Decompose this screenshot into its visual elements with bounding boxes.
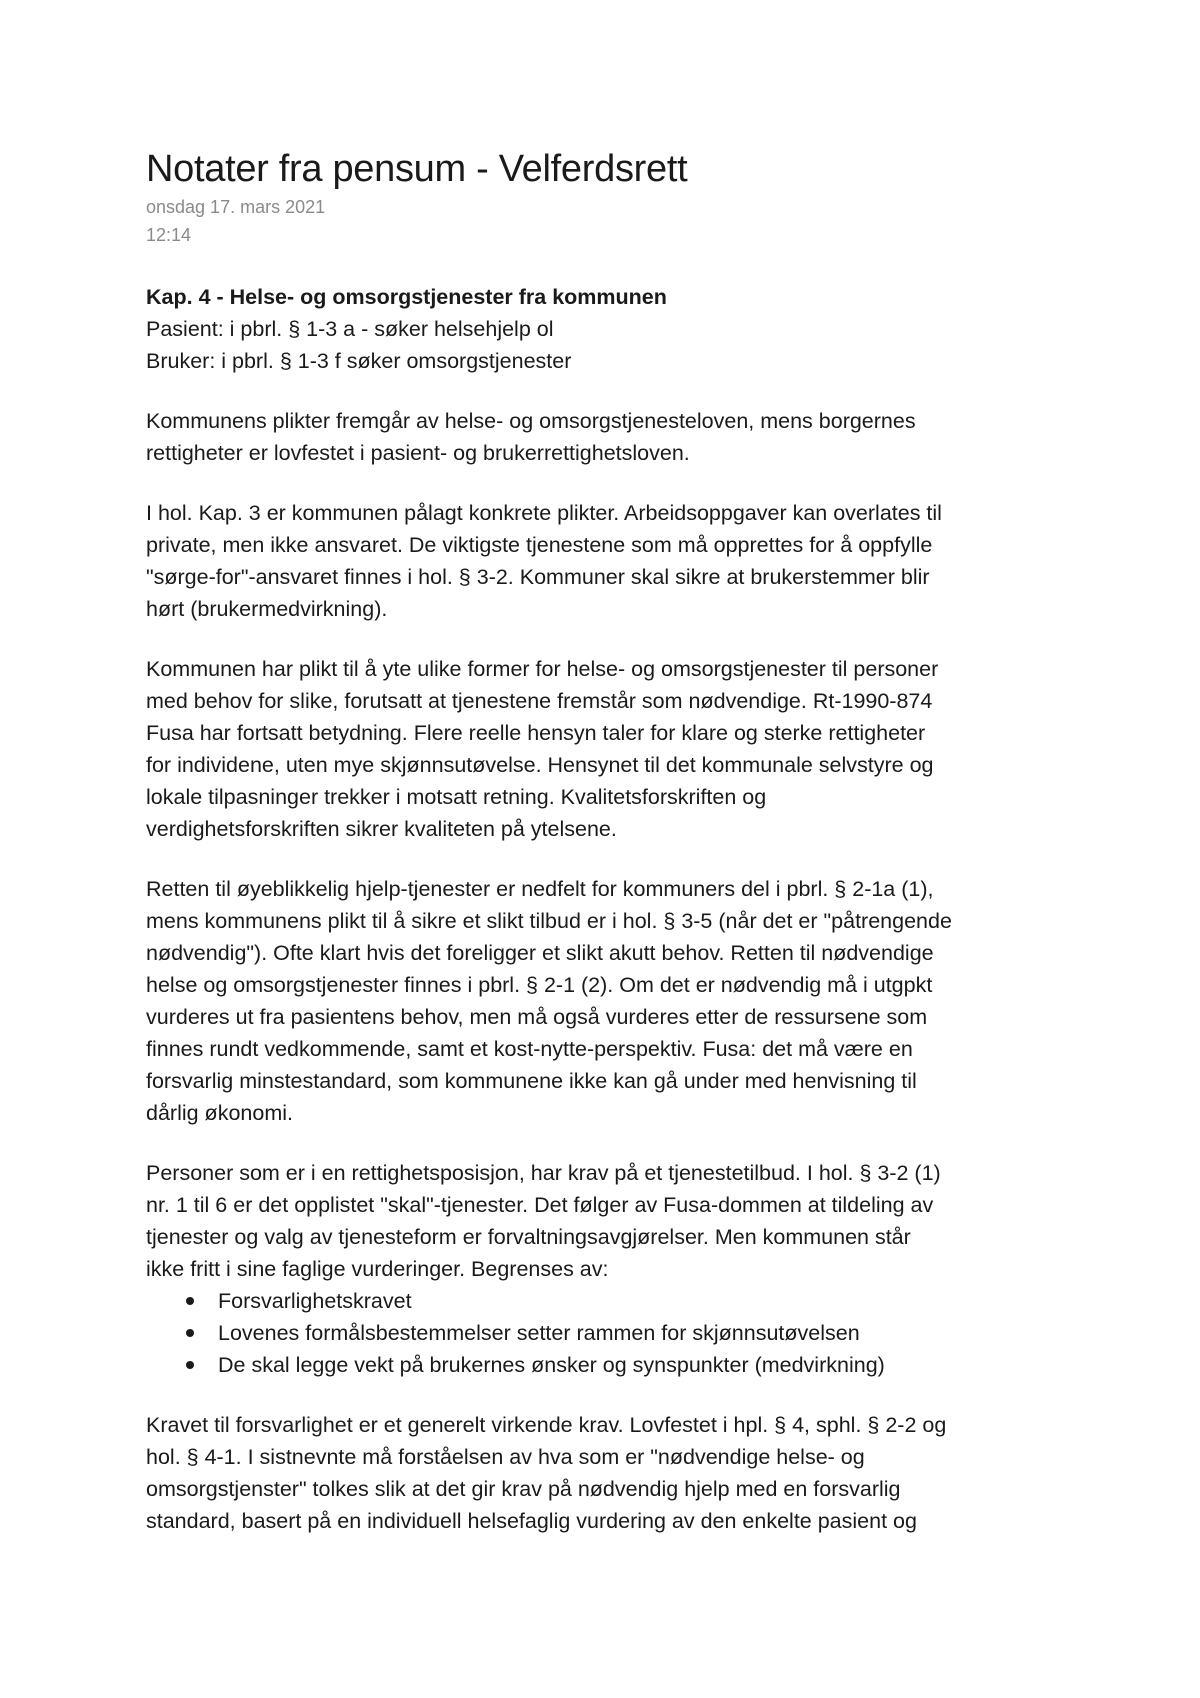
paragraph-line: Retten til øyeblikkelig hjelp-tjenester er nedfelt for kommuners del i pbrl. § 2-1a (1), xyxy=(146,877,934,901)
paragraph-line: nr. 1 til 6 er det opplistet "skal"-tjenester. Det følger av Fusa-dommen at tildeling av xyxy=(146,1193,934,1217)
bullet-icon xyxy=(186,1297,194,1305)
bullet-icon xyxy=(186,1329,194,1337)
paragraph-line: Personer som er i en rettighetsposisjon, har krav på et tjenestetilbud. I hol. § 3-2 (1) xyxy=(146,1161,941,1185)
paragraph-line: lokale tilpasninger trekker i motsatt retning. Kvalitetsforskriften og xyxy=(146,785,767,809)
paragraph-line: verdighetsforskriften sikrer kvaliteten på ytelsene. xyxy=(146,817,617,841)
paragraph-line: I hol. Kap. 3 er kommunen pålagt konkrete plikter. Arbeidsoppgaver kan overlates til xyxy=(146,501,942,525)
paragraph-line: forsvarlig minstestandard, som kommunene ikke kan gå under med henvisning til xyxy=(146,1069,917,1093)
paragraph-line: finnes rundt vedkommende, samt et kost-nytte-perspektiv. Fusa: det må være en xyxy=(146,1037,913,1061)
paragraph-line: omsorgstjenster" tolkes slik at det gir krav på nødvendig hjelp med en forsvarlig xyxy=(146,1477,901,1501)
list-item xyxy=(146,1317,1066,1349)
paragraph-line: Kommunen har plikt til å yte ulike former for helse- og omsorgstjenester til personer xyxy=(146,657,939,681)
note-body xyxy=(146,281,1066,1537)
list-item-text: Lovenes formålsbestemmelser setter rammen for skjønnsutøvelsen xyxy=(218,1321,860,1345)
section-heading: Kap. 4 - Helse- og omsorgstjenester fra kommunen xyxy=(146,285,667,309)
paragraph-line: med behov for slike, forutsatt at tjenestene fremstår som nødvendige. Rt-1990-874 xyxy=(146,689,933,713)
paragraph-5 xyxy=(146,1157,1066,1285)
paragraph-line: mens kommunens plikt til å sikre et slikt tilbud er i hol. § 3-5 (når det er "påtrengende xyxy=(146,909,952,933)
paragraph-line: hørt (brukermedvirkning). xyxy=(146,597,388,621)
paragraph-2 xyxy=(146,497,1066,625)
list-item-text: Forsvarlighetskravet xyxy=(218,1289,412,1313)
paragraph-line: tjenester og valg av tjenesteform er forvaltningsavgjørelser. Men kommunen står xyxy=(146,1225,911,1249)
paragraph-6 xyxy=(146,1409,1066,1537)
paragraph-line: vurderes ut fra pasientens behov, men må også vurderes etter de ressursene som xyxy=(146,1005,928,1029)
paragraph-line: private, men ikke ansvaret. De viktigste tjenestene som må opprettes for å oppfylle xyxy=(146,533,933,557)
bullet-icon xyxy=(186,1361,194,1369)
user-definition: Bruker: i pbrl. § 1-3 f søker omsorgstjenester xyxy=(146,349,572,373)
note-title: Notater fra pensum - Velferdsrett xyxy=(146,148,688,190)
paragraph-line: rettigheter er lovfestet i pasient- og brukerrettighetsloven. xyxy=(146,441,690,465)
patient-definition: Pasient: i pbrl. § 1-3 a - søker helsehjelp ol xyxy=(146,317,554,341)
paragraph-line: Fusa har fortsatt betydning. Flere reelle hensyn taler for klare og sterke rettigheter xyxy=(146,721,926,745)
paragraph-line: nødvendig"). Ofte klart hvis det foreligger et slikt akutt behov. Retten til nødvendige xyxy=(146,941,934,965)
heading-block xyxy=(146,281,1066,377)
paragraph-line: dårlig økonomi. xyxy=(146,1101,293,1125)
note-time: 12:14 xyxy=(146,225,192,245)
paragraph-line: "sørge-for"-ansvaret finnes i hol. § 3-2. Kommuner skal sikre at brukerstemmer blir xyxy=(146,565,930,589)
paragraph-3 xyxy=(146,653,1066,845)
paragraph-line: Kravet til forsvarlighet er et generelt virkende krav. Lovfestet i hpl. § 4, sphl. § 2-2 og xyxy=(146,1413,947,1437)
paragraph-line: helse og omsorgstjenester finnes i pbrl. § 2-1 (2). Om det er nødvendig må i utgpkt xyxy=(146,973,933,997)
paragraph-1 xyxy=(146,405,1066,469)
paragraph-line: hol. § 4-1. I sistnevnte må forståelsen av hva som er "nødvendige helse- og xyxy=(146,1445,865,1469)
list-item xyxy=(146,1285,1066,1317)
paragraph-line: Kommunens plikter fremgår av helse- og omsorgstjenesteloven, mens borgernes xyxy=(146,409,916,433)
note-page xyxy=(146,145,1066,1565)
note-date: onsdag 17. mars 2021 xyxy=(146,197,326,217)
paragraph-line: ikke fritt i sine faglige vurderinger. Begrenses av: xyxy=(146,1257,609,1281)
paragraph-line: for individene, uten mye skjønnsutøvelse. Hensynet til det kommunale selvstyre og xyxy=(146,753,934,777)
paragraph-line: standard, basert på en individuell helsefaglig vurdering av den enkelte pasient og xyxy=(146,1509,917,1533)
list-item xyxy=(146,1349,1066,1381)
paragraph-4 xyxy=(146,873,1066,1129)
bullet-list xyxy=(146,1285,1066,1381)
list-item-text: De skal legge vekt på brukernes ønsker og synspunkter (medvirkning) xyxy=(218,1353,885,1377)
